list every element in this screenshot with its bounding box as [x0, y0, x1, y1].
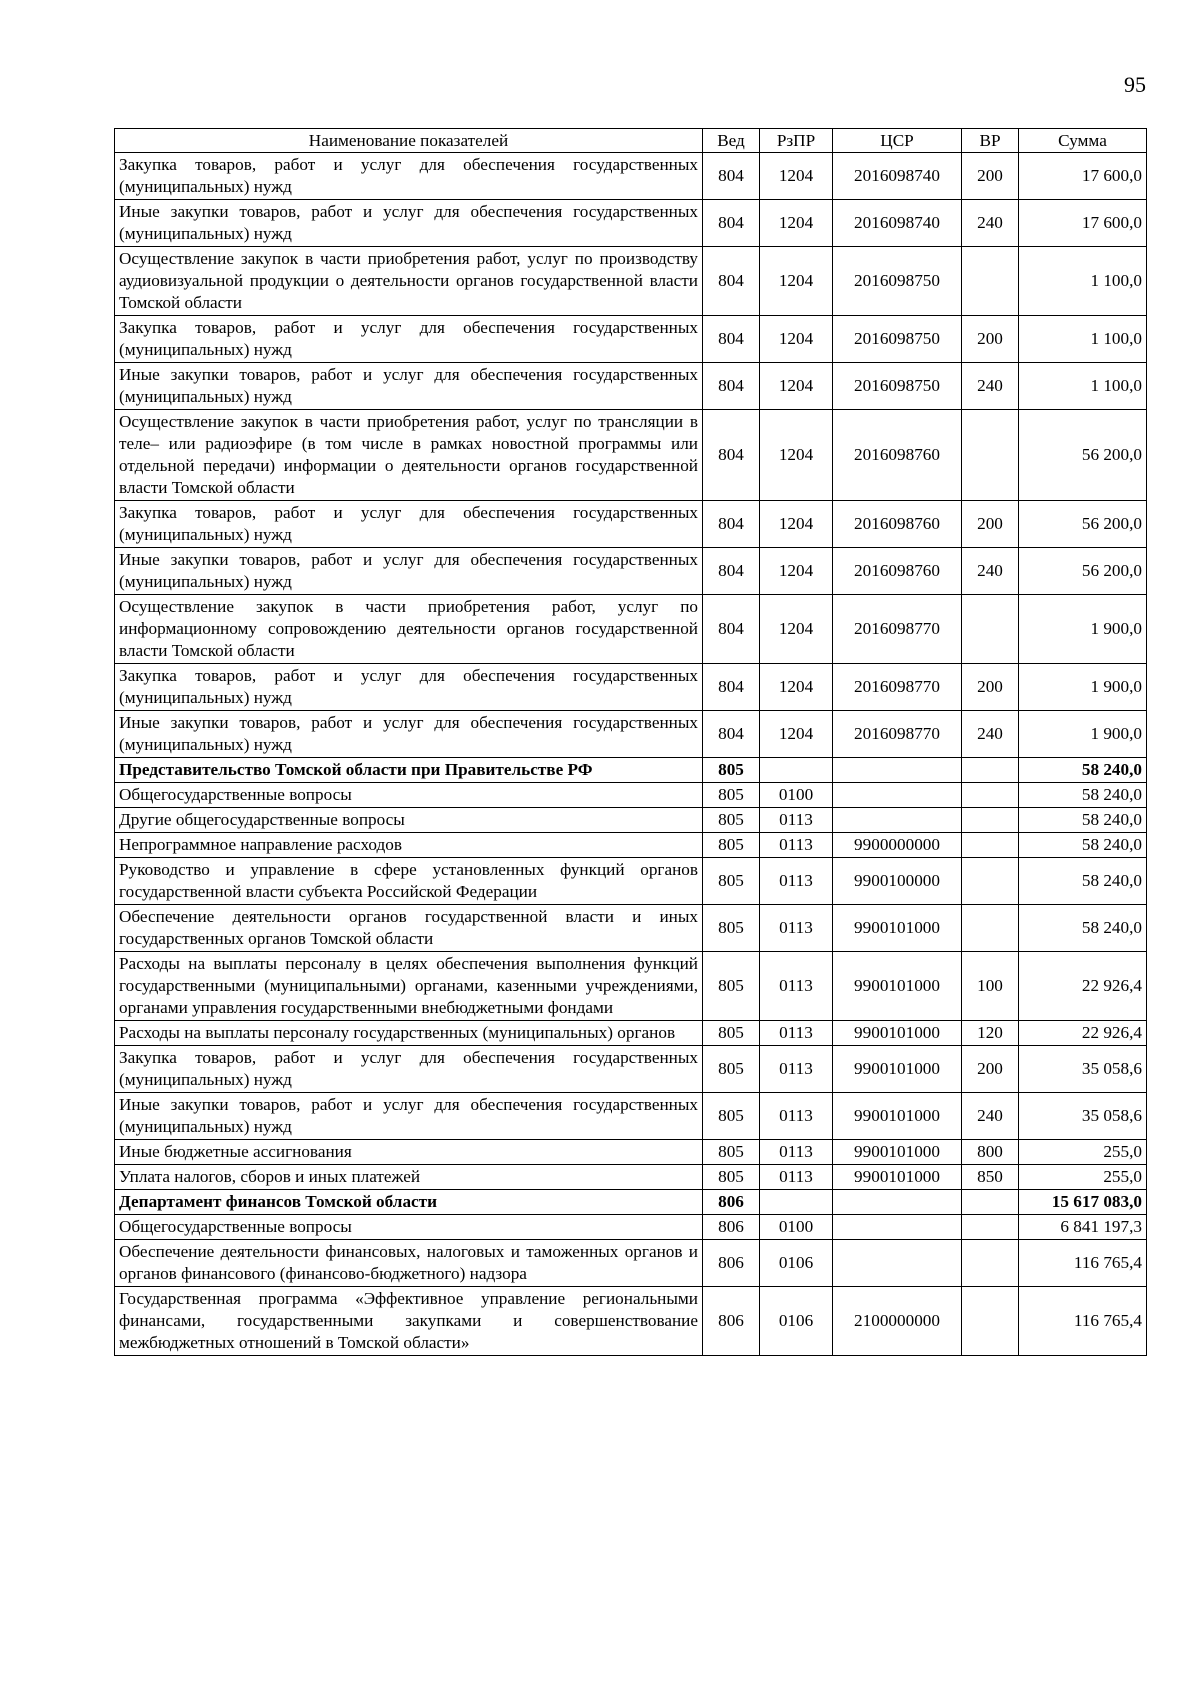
- row-sum: 17 600,0: [1019, 153, 1147, 200]
- row-csr: 2016098760: [833, 501, 962, 548]
- row-name: Осуществление закупок в части приобретения работ, услуг по информационному сопровождению деятельности органов государственной власти Томской области: [115, 595, 703, 664]
- row-sum: 22 926,4: [1019, 952, 1147, 1021]
- row-ved: 805: [703, 783, 760, 808]
- row-name: Расходы на выплаты персоналу в целях обеспечения выполнения функций государственными (муниципальными) органами, казенными учреждениями, органами управления государственными внебюджетными фондами: [115, 952, 703, 1021]
- row-csr: 9900101000: [833, 1046, 962, 1093]
- table-row: [115, 905, 1147, 952]
- row-ved: 806: [703, 1287, 760, 1356]
- row-rzpr: 0113: [760, 952, 833, 1021]
- header-rzpr: РзПР: [760, 129, 833, 153]
- row-vr: [962, 905, 1019, 952]
- table-row: [115, 858, 1147, 905]
- row-vr: 240: [962, 548, 1019, 595]
- row-sum: 1 100,0: [1019, 247, 1147, 316]
- row-ved: 804: [703, 247, 760, 316]
- row-ved: 805: [703, 758, 760, 783]
- row-ved: 804: [703, 200, 760, 247]
- row-ved: 805: [703, 1165, 760, 1190]
- row-vr: [962, 595, 1019, 664]
- row-rzpr: [760, 1190, 833, 1215]
- row-name: Иные закупки товаров, работ и услуг для обеспечения государственных (муниципальных) нужд: [115, 200, 703, 247]
- row-name: Другие общегосударственные вопросы: [115, 808, 703, 833]
- table-row: [115, 247, 1147, 316]
- header-vr: ВР: [962, 129, 1019, 153]
- row-rzpr: 1204: [760, 200, 833, 247]
- row-sum: 1 900,0: [1019, 711, 1147, 758]
- row-name: Закупка товаров, работ и услуг для обеспечения государственных (муниципальных) нужд: [115, 316, 703, 363]
- row-name: Иные закупки товаров, работ и услуг для обеспечения государственных (муниципальных) нужд: [115, 363, 703, 410]
- row-vr: 200: [962, 664, 1019, 711]
- row-csr: 9900101000: [833, 952, 962, 1021]
- row-name: Руководство и управление в сфере установленных функций органов государственной власти субъекта Российской Федерации: [115, 858, 703, 905]
- row-sum: 255,0: [1019, 1165, 1147, 1190]
- row-rzpr: 0100: [760, 1215, 833, 1240]
- row-vr: 120: [962, 1021, 1019, 1046]
- row-ved: 805: [703, 858, 760, 905]
- row-vr: [962, 858, 1019, 905]
- row-csr: 2016098770: [833, 595, 962, 664]
- row-rzpr: 1204: [760, 664, 833, 711]
- row-ved: 804: [703, 711, 760, 758]
- row-ved: 805: [703, 808, 760, 833]
- table-row: [115, 200, 1147, 247]
- row-name: Представительство Томской области при Правительстве РФ: [115, 758, 703, 783]
- row-sum: 1 100,0: [1019, 316, 1147, 363]
- row-vr: [962, 1190, 1019, 1215]
- row-name: Иные закупки товаров, работ и услуг для обеспечения государственных (муниципальных) нужд: [115, 548, 703, 595]
- row-csr: 2016098740: [833, 200, 962, 247]
- row-name: Непрограммное направление расходов: [115, 833, 703, 858]
- row-vr: [962, 1240, 1019, 1287]
- table-body: [115, 153, 1147, 1356]
- row-csr: 9900100000: [833, 858, 962, 905]
- row-rzpr: 0113: [760, 1046, 833, 1093]
- table-row: [115, 808, 1147, 833]
- row-csr: 2016098750: [833, 316, 962, 363]
- table-row: [115, 1046, 1147, 1093]
- row-vr: [962, 410, 1019, 501]
- row-csr: 2016098760: [833, 410, 962, 501]
- row-ved: 805: [703, 1093, 760, 1140]
- row-sum: 22 926,4: [1019, 1021, 1147, 1046]
- table-row: [115, 1190, 1147, 1215]
- row-name: Закупка товаров, работ и услуг для обеспечения государственных (муниципальных) нужд: [115, 153, 703, 200]
- table-row: [115, 1240, 1147, 1287]
- row-name: Департамент финансов Томской области: [115, 1190, 703, 1215]
- row-rzpr: 1204: [760, 711, 833, 758]
- row-csr: 9900101000: [833, 905, 962, 952]
- row-rzpr: 0100: [760, 783, 833, 808]
- row-csr: [833, 1190, 962, 1215]
- row-csr: [833, 808, 962, 833]
- table-row: [115, 664, 1147, 711]
- row-ved: 804: [703, 664, 760, 711]
- row-name: Иные бюджетные ассигнования: [115, 1140, 703, 1165]
- row-sum: 35 058,6: [1019, 1046, 1147, 1093]
- row-ved: 805: [703, 1021, 760, 1046]
- table-row: [115, 595, 1147, 664]
- row-rzpr: [760, 758, 833, 783]
- table-row: [115, 1093, 1147, 1140]
- table-row: [115, 1140, 1147, 1165]
- table-row: [115, 758, 1147, 783]
- row-rzpr: 0113: [760, 1021, 833, 1046]
- row-rzpr: 0113: [760, 833, 833, 858]
- row-sum: 116 765,4: [1019, 1240, 1147, 1287]
- table-row: [115, 548, 1147, 595]
- row-sum: 35 058,6: [1019, 1093, 1147, 1140]
- row-name: Общегосударственные вопросы: [115, 783, 703, 808]
- row-rzpr: 1204: [760, 316, 833, 363]
- row-name: Закупка товаров, работ и услуг для обеспечения государственных (муниципальных) нужд: [115, 501, 703, 548]
- page-number: 95: [1124, 72, 1146, 97]
- row-csr: 9900101000: [833, 1021, 962, 1046]
- row-sum: 1 900,0: [1019, 664, 1147, 711]
- row-vr: [962, 1287, 1019, 1356]
- row-ved: 804: [703, 595, 760, 664]
- row-sum: 255,0: [1019, 1140, 1147, 1165]
- row-rzpr: 0113: [760, 905, 833, 952]
- row-rzpr: 0113: [760, 1165, 833, 1190]
- row-csr: 2016098770: [833, 664, 962, 711]
- row-csr: 2016098750: [833, 363, 962, 410]
- row-ved: 805: [703, 905, 760, 952]
- row-sum: 15 617 083,0: [1019, 1190, 1147, 1215]
- row-rzpr: 0106: [760, 1240, 833, 1287]
- row-sum: 58 240,0: [1019, 905, 1147, 952]
- table-row: [115, 1021, 1147, 1046]
- row-vr: 800: [962, 1140, 1019, 1165]
- table-row: [115, 1165, 1147, 1190]
- table-row: [115, 363, 1147, 410]
- row-vr: 200: [962, 501, 1019, 548]
- row-name: Обеспечение деятельности органов государственной власти и иных государственных органов Томской области: [115, 905, 703, 952]
- row-ved: 805: [703, 1046, 760, 1093]
- table-row: [115, 1215, 1147, 1240]
- table-row: [115, 1287, 1147, 1356]
- row-ved: 804: [703, 410, 760, 501]
- row-csr: [833, 1240, 962, 1287]
- row-vr: [962, 833, 1019, 858]
- row-csr: 9900101000: [833, 1093, 962, 1140]
- row-csr: 9900000000: [833, 833, 962, 858]
- table-row: [115, 952, 1147, 1021]
- row-vr: 200: [962, 316, 1019, 363]
- row-csr: 2016098740: [833, 153, 962, 200]
- row-sum: 56 200,0: [1019, 548, 1147, 595]
- row-vr: [962, 247, 1019, 316]
- row-vr: [962, 808, 1019, 833]
- row-sum: 58 240,0: [1019, 833, 1147, 858]
- row-sum: 116 765,4: [1019, 1287, 1147, 1356]
- row-name: Общегосударственные вопросы: [115, 1215, 703, 1240]
- row-sum: 58 240,0: [1019, 858, 1147, 905]
- row-name: Государственная программа «Эффективное управление региональными финансами, государственными закупками и совершенствование межбюджетных отношений в Томской области»: [115, 1287, 703, 1356]
- row-ved: 804: [703, 363, 760, 410]
- header-csr: ЦСР: [833, 129, 962, 153]
- row-vr: 200: [962, 153, 1019, 200]
- row-sum: 1 900,0: [1019, 595, 1147, 664]
- table-row: [115, 501, 1147, 548]
- row-vr: 240: [962, 1093, 1019, 1140]
- row-csr: 2016098770: [833, 711, 962, 758]
- row-vr: 240: [962, 711, 1019, 758]
- row-ved: 804: [703, 316, 760, 363]
- row-rzpr: 1204: [760, 247, 833, 316]
- row-rzpr: 0113: [760, 808, 833, 833]
- row-name: Закупка товаров, работ и услуг для обеспечения государственных (муниципальных) нужд: [115, 1046, 703, 1093]
- table-row: [115, 410, 1147, 501]
- row-rzpr: 1204: [760, 153, 833, 200]
- row-vr: [962, 783, 1019, 808]
- row-name: Иные закупки товаров, работ и услуг для обеспечения государственных (муниципальных) нужд: [115, 1093, 703, 1140]
- row-vr: 240: [962, 200, 1019, 247]
- row-sum: 58 240,0: [1019, 758, 1147, 783]
- table-row: [115, 711, 1147, 758]
- table-row: [115, 316, 1147, 363]
- row-ved: 804: [703, 501, 760, 548]
- row-vr: 240: [962, 363, 1019, 410]
- row-rzpr: 0106: [760, 1287, 833, 1356]
- header-ved: Вед: [703, 129, 760, 153]
- row-ved: 805: [703, 952, 760, 1021]
- budget-table: [114, 128, 1147, 1356]
- table-row: [115, 153, 1147, 200]
- row-vr: 100: [962, 952, 1019, 1021]
- row-vr: 850: [962, 1165, 1019, 1190]
- row-csr: [833, 758, 962, 783]
- row-rzpr: 0113: [760, 858, 833, 905]
- row-rzpr: 0113: [760, 1140, 833, 1165]
- row-rzpr: 1204: [760, 548, 833, 595]
- row-csr: [833, 783, 962, 808]
- row-sum: 17 600,0: [1019, 200, 1147, 247]
- table-header-row: [115, 129, 1147, 153]
- row-rzpr: 1204: [760, 595, 833, 664]
- row-sum: 56 200,0: [1019, 410, 1147, 501]
- row-ved: 804: [703, 548, 760, 595]
- row-sum: 58 240,0: [1019, 783, 1147, 808]
- row-ved: 806: [703, 1215, 760, 1240]
- row-ved: 806: [703, 1240, 760, 1287]
- row-csr: [833, 1215, 962, 1240]
- row-sum: 1 100,0: [1019, 363, 1147, 410]
- row-csr: 2016098750: [833, 247, 962, 316]
- header-name: Наименование показателей: [115, 129, 703, 153]
- row-sum: 58 240,0: [1019, 808, 1147, 833]
- row-rzpr: 1204: [760, 501, 833, 548]
- header-sum: Сумма: [1019, 129, 1147, 153]
- row-name: Расходы на выплаты персоналу государственных (муниципальных) органов: [115, 1021, 703, 1046]
- row-name: Осуществление закупок в части приобретения работ, услуг по трансляции в теле– или радиоэфире (в том числе в рамках новостной программы или отдельной передачи) информации о деятельности органов государственной власти Томской области: [115, 410, 703, 501]
- row-vr: [962, 758, 1019, 783]
- row-vr: [962, 1215, 1019, 1240]
- row-sum: 6 841 197,3: [1019, 1215, 1147, 1240]
- row-ved: 805: [703, 833, 760, 858]
- row-rzpr: 0113: [760, 1093, 833, 1140]
- row-ved: 804: [703, 153, 760, 200]
- row-name: Уплата налогов, сборов и иных платежей: [115, 1165, 703, 1190]
- row-csr: 2016098760: [833, 548, 962, 595]
- row-ved: 806: [703, 1190, 760, 1215]
- row-csr: 9900101000: [833, 1165, 962, 1190]
- table-row: [115, 833, 1147, 858]
- row-ved: 805: [703, 1140, 760, 1165]
- row-name: Закупка товаров, работ и услуг для обеспечения государственных (муниципальных) нужд: [115, 664, 703, 711]
- row-csr: 2100000000: [833, 1287, 962, 1356]
- row-name: Обеспечение деятельности финансовых, налоговых и таможенных органов и органов финансового (финансово-бюджетного) надзора: [115, 1240, 703, 1287]
- table-row: [115, 783, 1147, 808]
- row-sum: 56 200,0: [1019, 501, 1147, 548]
- row-vr: 200: [962, 1046, 1019, 1093]
- row-name: Осуществление закупок в части приобретения работ, услуг по производству аудиовизуальной продукции о деятельности органов государственной власти Томской области: [115, 247, 703, 316]
- row-rzpr: 1204: [760, 410, 833, 501]
- row-csr: 9900101000: [833, 1140, 962, 1165]
- row-name: Иные закупки товаров, работ и услуг для обеспечения государственных (муниципальных) нужд: [115, 711, 703, 758]
- row-rzpr: 1204: [760, 363, 833, 410]
